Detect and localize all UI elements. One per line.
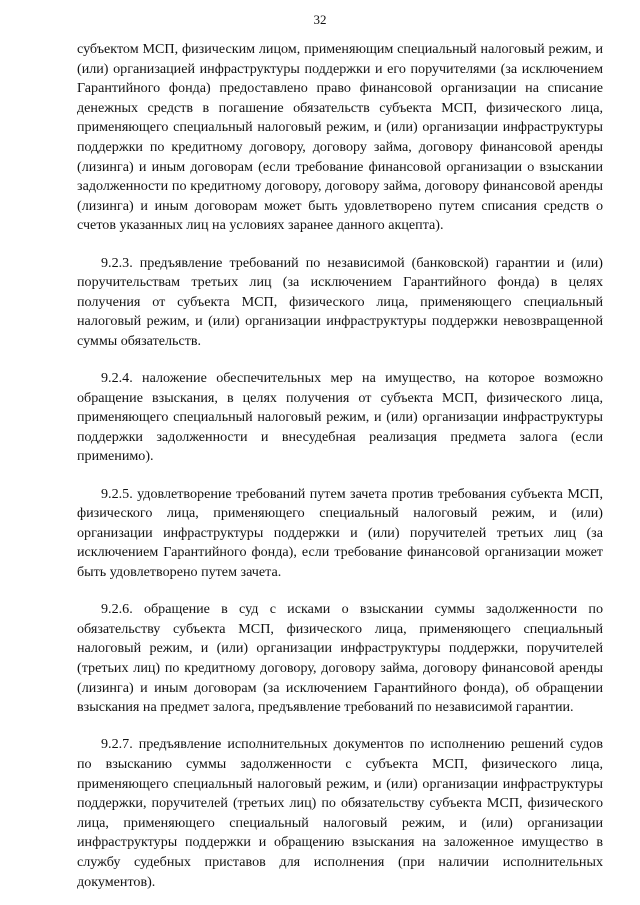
page-number: 32 xyxy=(313,12,327,27)
paragraph-9-2-6: 9.2.6. обращение в суд с исками о взыскании суммы задолженности по обязательству субъекта МСП, физического лица, применяющего специальный налоговый режим, и (или) организации инфраструктуры поддержки, поручителей (третьих лиц) по кредитному договору, договору займа, договору финансовой аренды (лизинга) и иным договорам (за исключением Гарантийного фонда), об обращении взыскания на предмет залога, предъявление требований по независимой гарантии. xyxy=(77,601,603,716)
paragraph-9-2-3: 9.2.3. предъявление требований по независимой (банковской) гарантии и (или) поручительствам третьих лиц (за исключением Гарантийного фонда) в целях получения от субъекта МСП, физического лица, применяющего специальный налоговый режим, и (или) организации инфраструктуры поддержки невозвращенной суммы обязательств. xyxy=(77,254,603,349)
paragraph-9-2-4: 9.2.4. наложение обеспечительных мер на имущество, на которое возможно обращение взыскания, в целях получения от субъекта МСП, физического лица, применяющего специальный налоговый режим, и (или) организации инфраструктуры поддержки задолженности и внесудебная реализация предмета залога (если применимо). xyxy=(77,370,603,465)
paragraph-9-2-5: 9.2.5. удовлетворение требований путем зачета против требования субъекта МСП, физического лица, применяющего специальный налоговый режим, и (или) организации инфраструктуры поддержки и (или) поручителей третьих лиц (за исключением Гарантийного фонда), если требование финансовой организации может быть удовлетворено путем зачета. xyxy=(77,485,603,581)
document-body xyxy=(77,40,603,892)
paragraph-9-2-7: 9.2.7. предъявление исполнительных документов по исполнению решений судов по взысканию суммы задолженности с субъекта МСП, физического лица, применяющего специальный налоговый режим, и (или) организации инфраструктуры поддержки, поручителей (третьих лиц) по обязательству субъекта МСП, физического лица, применяющего специальный налоговый режим, и (или) организации инфраструктуры поддержки и обращению взыскания на заложенное имущество в службу судебных приставов для исполнения (при наличии исполнительных документов). xyxy=(77,736,603,890)
paragraph-continuation: субъектом МСП, физическим лицом, применяющим специальный налоговый режим, и (или) организацией инфраструктуры поддержки и его поручителями (за исключением Гарантийного фонда) предоставлено право финансовой организации на списание денежных средств в погашение обязательств субъекта МСП, физического лица, применяющего специальный налоговый режим, и (или) организации инфраструктуры поддержки по кредитному договору, договору займа, договору финансовой аренды (лизинга) и иным договорам (если требование финансовой организации о взыскании задолженности по кредитному договору, договору займа, договору финансовой аренды (лизинга) и иным договорам может быть удовлетворено путем списания средств о счетов указанных лиц на условиях заранее данного акцепта). xyxy=(77,41,603,234)
